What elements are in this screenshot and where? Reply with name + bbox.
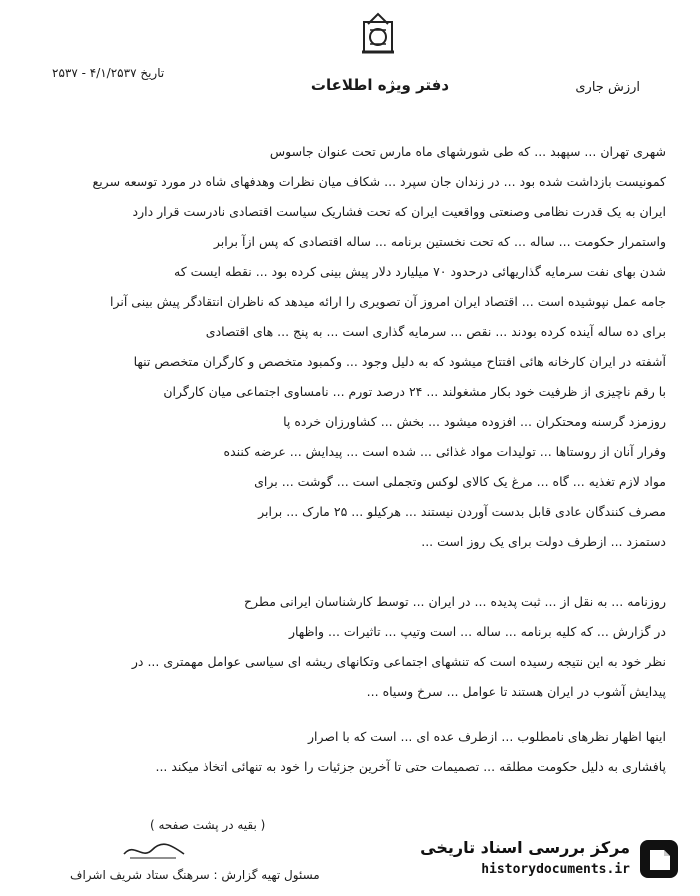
body-line: مواد لازم تغذیه ... گاه ... مرغ یک کالای لوکس وتجملی است ... گوشت ... برای — [254, 474, 666, 489]
state-emblem — [354, 10, 402, 60]
body-line: روزنامه ... به نقل از ... ثبت پدیده ... در ایران ... توسط کارشناسان ایرانی مطرح — [243, 594, 666, 609]
body-line: وفرار آنان از روستاها ... تولیدات مواد غذائی ... شده است ... پیدایش ... عرضه کننده — [223, 444, 666, 459]
body-line: کمونیست بازداشت شده بود ... در زندان جان سپرد ... شکاف میان نظرات وهدفهای شاه در مورد توسعه سریع — [92, 174, 666, 189]
continued-note: ( بقیه در پشت صفحه ) — [150, 818, 266, 832]
body-line: دستمزد ... ازطرف دولت برای یک روز است ... — [421, 534, 666, 549]
body-line: روزمزد گرسنه ومحتکران ... افزوده میشود ... بخش ... کشاورزان خرده پا — [283, 414, 666, 429]
body-line: در گزارش ... که کلیه برنامه ... ساله ... است وتیپ ... تاثیرات ... واظهار — [288, 624, 666, 639]
document-date: تاریخ ۴/۱/۲۵۳۷ - ۲۵۳۷ — [52, 66, 165, 80]
body-line: برای ده ساله آینده کرده بودند ... نقص ... سرمایه گذاری است ... به پنج ... های اقتصادی — [205, 324, 666, 339]
watermark — [396, 832, 686, 886]
document-logo-icon — [638, 838, 680, 880]
office-title: دفتر ویژه اطلاعات — [310, 76, 450, 94]
body-line: نظر خود به این نتیجه رسیده است که تنشهای اجتماعی وتکانهای ریشه ای سیاسی عوامل مهمتری ... در — [131, 654, 666, 669]
body-line: اینها اظهار نظرهای نامطلوب ... ازطرف عده ای ... است که با اصرار — [307, 729, 666, 744]
document-status: ارزش جاری — [575, 80, 640, 95]
body-line: واستمرار حکومت ... ساله ... که تحت نخستین برنامه ... ساله اقتصادی که پس ازآ برابر — [213, 234, 666, 249]
body-line: جامه عمل نپوشیده است ... اقتصاد ایران امروز آن تصویری را ارائه میدهد که ناظران انتقادگر پیش بینی آنرا — [110, 294, 666, 309]
body-line: با رقم ناچیزی از ظرفیت خود بکار مشغولند ... ۲۴ درصد تورم ... نامساوی اجتماعی میان کارگران — [163, 384, 666, 399]
report-author: مسئول تهیه گزارش : سرهنگ ستاد شریف اشراف — [70, 868, 320, 882]
watermark-url: historydocuments.ir — [481, 862, 630, 877]
body-line: ایران به یک قدرت نظامی وصنعتی وواقعیت ایران که تحت فشاریک سیاست اقتصادی نادرست قرار دارد — [132, 204, 666, 219]
body-line: پیدایش آشوب در ایران هستند تا عوامل ... سرخ وسیاه ... — [366, 684, 666, 699]
body-line: شهری تهران ... سپهبد ... که طی شورشهای ماه مارس تحت عنوان جاسوس — [269, 144, 666, 159]
body-line: مصرف کنندگان عادی قابل بدست آوردن نیستند ... هرکیلو ... ۲۵ مارک ... برابر — [258, 504, 666, 519]
watermark-title: مرکز بررسی اسناد تاریخی — [420, 838, 630, 857]
body-line: آشفته در ایران کارخانه هائی افتتاح میشود که به دلیل وجود ... وکمبود متخصص و کارگران متخصص تنها — [133, 354, 666, 369]
signature-mark — [120, 840, 190, 862]
body-line: پافشاری به دلیل حکومت مطلقه ... تصمیمات حتی تا آخرین جزئیات را خود به تنهائی اتخاذ میکند ... — [155, 759, 666, 774]
body-line: شدن بهای نفت سرمایه گذاریهائی درحدود ۷۰ میلیارد دلار پیش بینی کرده بود ... نقطه ایست که — [174, 264, 666, 279]
